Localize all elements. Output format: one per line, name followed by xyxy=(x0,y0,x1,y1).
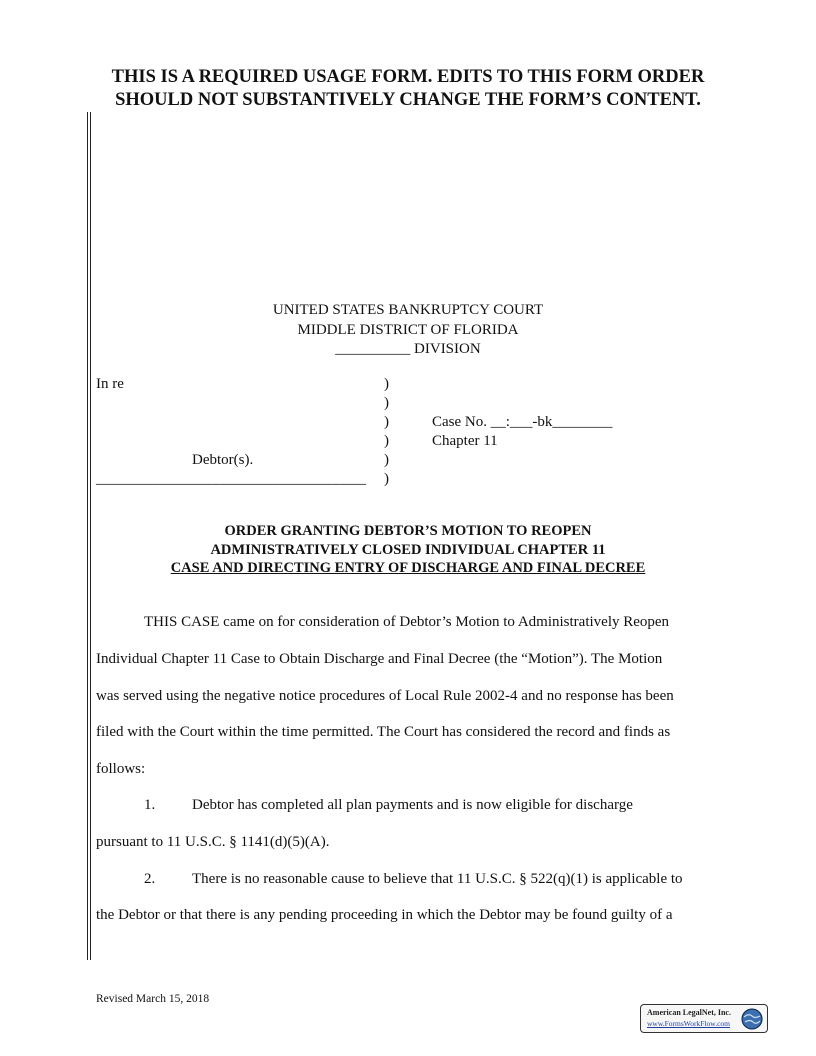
body-line: Individual Chapter 11 Case to Obtain Discharge and Final Decree (the “Motion”). The Motion xyxy=(96,651,663,667)
logo-url-link[interactable]: www.FormsWorkFlow.com xyxy=(647,1019,731,1028)
banner-line-2: SHOULD NOT SUBSTANTIVELY CHANGE THE FORM’S CONTENT. xyxy=(115,90,701,110)
debtor-label: Debtor(s). xyxy=(192,452,254,468)
order-title xyxy=(0,522,816,578)
caption-paren: ) xyxy=(384,376,389,392)
banner-line-1: THIS IS A REQUIRED USAGE FORM. EDITS TO THIS FORM ORDER xyxy=(111,67,705,87)
logo-company-name: American LegalNet, Inc. xyxy=(647,1008,731,1017)
court-heading xyxy=(0,301,816,360)
in-re-label: In re xyxy=(96,376,124,392)
caption-paren: ) xyxy=(384,471,389,487)
revision-date: Revised March 15, 2018 xyxy=(96,993,210,1005)
body-line: There is no reasonable cause to believe that 11 U.S.C. § 522(q)(1) is applicable to xyxy=(192,871,683,887)
caption-paren: ) xyxy=(384,395,389,411)
paragraph-number: 2. xyxy=(144,871,156,887)
chapter-label: Chapter 11 xyxy=(432,433,498,449)
caption-paren: ) xyxy=(384,452,389,468)
body-line: pursuant to 11 U.S.C. § 1141(d)(5)(A). xyxy=(96,834,330,850)
debtor-name-line: ____________________________________ xyxy=(96,471,366,487)
caption-paren: ) xyxy=(384,414,389,430)
body-line: Debtor has completed all plan payments and is now eligible for discharge xyxy=(192,797,633,813)
court-district: MIDDLE DISTRICT OF FLORIDA xyxy=(297,321,519,338)
body-line: THIS CASE came on for consideration of Debtor’s Motion to Administratively Reopen xyxy=(144,614,670,630)
order-title-line-1: ORDER GRANTING DEBTOR’S MOTION TO REOPEN xyxy=(224,523,592,539)
required-form-banner xyxy=(0,66,816,112)
globe-icon xyxy=(740,1007,764,1031)
caption-paren: ) xyxy=(384,433,389,449)
court-division: __________ DIVISION xyxy=(335,341,481,357)
paragraph-number: 1. xyxy=(144,797,156,813)
body-line: was served using the negative notice procedures of Local Rule 2002-4 and no response has been xyxy=(96,688,674,704)
order-title-line-2: ADMINISTRATIVELY CLOSED INDIVIDUAL CHAPTER 11 xyxy=(210,541,606,558)
order-title-line-3: CASE AND DIRECTING ENTRY OF DISCHARGE AND FINAL DECREE xyxy=(170,560,646,576)
american-legalnet-logo xyxy=(640,1004,768,1033)
case-number: Case No. __:___-bk________ xyxy=(432,414,613,430)
court-name: UNITED STATES BANKRUPTCY COURT xyxy=(272,302,544,318)
body-line: the Debtor or that there is any pending proceeding in which the Debtor may be found guilty of a xyxy=(96,907,673,923)
body-line: filed with the Court within the time permitted. The Court has considered the record and finds as xyxy=(96,724,671,740)
body-line: follows: xyxy=(96,761,146,777)
